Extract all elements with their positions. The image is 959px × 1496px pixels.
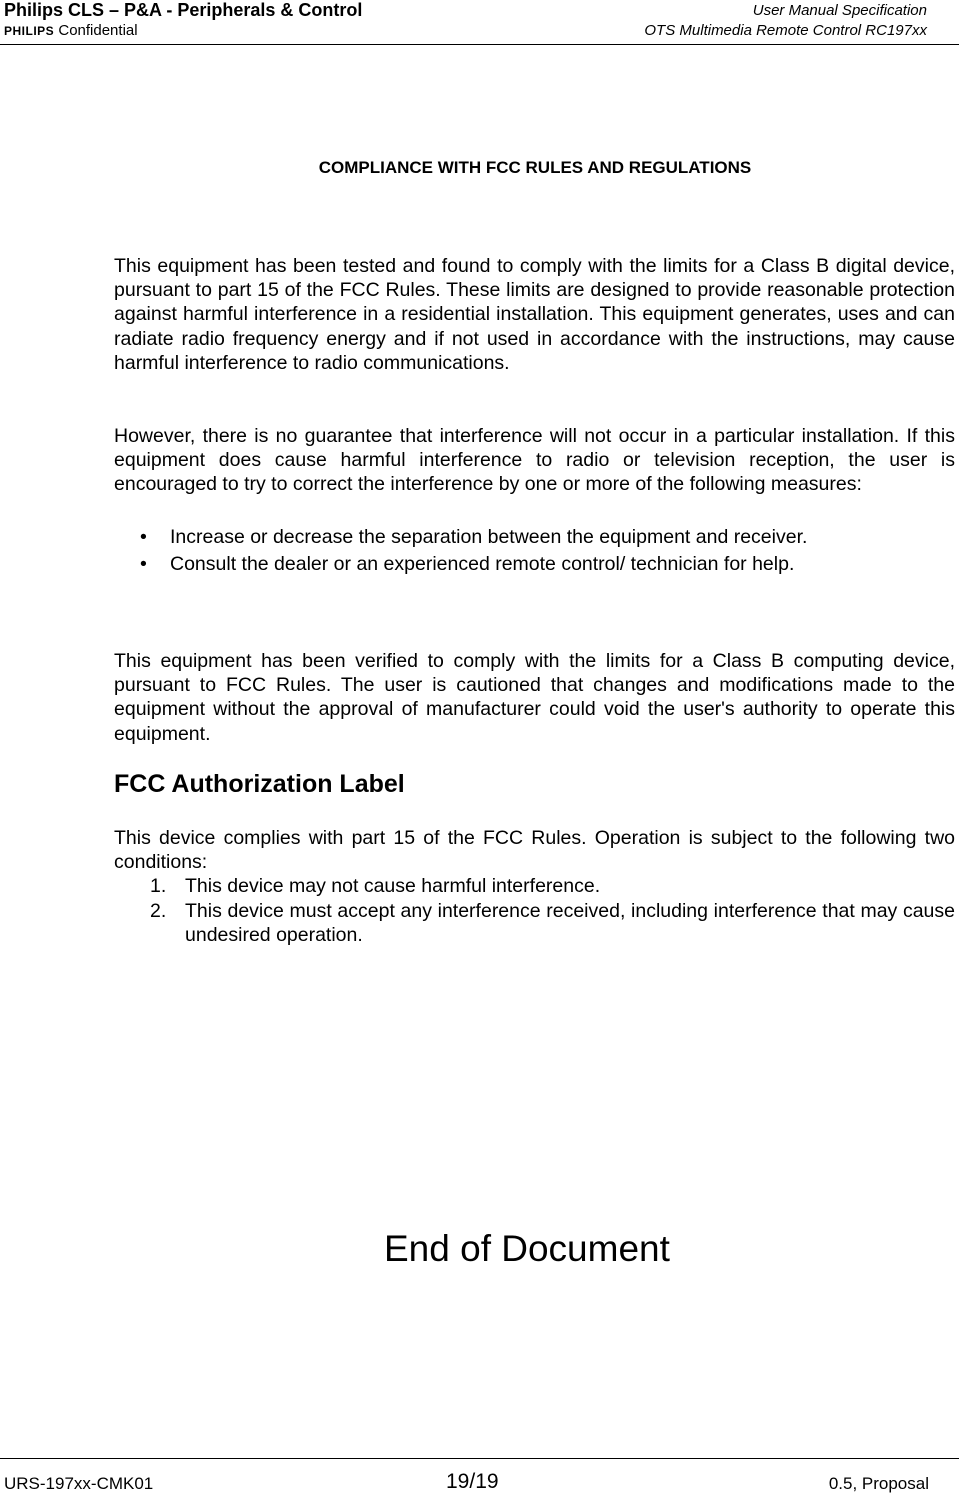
end-of-document: End of Document <box>384 1228 670 1269</box>
paragraph-no-guarantee: However, there is no guarantee that interference will not occur in a particular installation. If this equipment does cause harmful interference to radio or television reception, the user is encouraged to try to correct the interference by one or more of the following measures: <box>114 425 955 496</box>
footer-divider <box>0 1458 959 1459</box>
paragraph-verified: This equipment has been verified to comply with the limits for a Class B computing device, pursuant to FCC Rules. The user is cautioned that changes and modifications made to the equipment without the approval of manufacturer could void the user's authority to operate this equipment. <box>114 650 955 745</box>
list-item-text: This device must accept any interference received, including interference that may cause undesired operation. <box>185 899 955 946</box>
bullet-icon: • <box>140 526 147 548</box>
header-doc-type: User Manual Specification <box>752 2 927 19</box>
header-product-name: OTS Multimedia Remote Control RC197xx <box>644 22 927 39</box>
header-divider <box>0 44 959 45</box>
bullet-icon: • <box>140 553 147 575</box>
list-item <box>114 899 955 948</box>
footer-page-number: 19/19 <box>446 1470 499 1493</box>
measures-list <box>114 524 955 578</box>
footer-doc-id: URS-197xx-CMK01 <box>4 1474 154 1493</box>
fcc-authorization-heading: FCC Authorization Label <box>114 770 405 798</box>
list-item <box>114 874 955 899</box>
conditions-list <box>114 874 955 948</box>
list-item-text: This device may not cause harmful interference. <box>185 875 601 897</box>
section-title: COMPLIANCE WITH FCC RULES AND REGULATIONS <box>318 158 752 177</box>
list-number: 1. <box>150 875 167 897</box>
list-number: 2. <box>150 899 167 922</box>
paragraph-part15: This device complies with part 15 of the FCC Rules. Operation is subject to the following two conditions: <box>114 827 955 874</box>
confidential-label: Confidential <box>58 22 138 39</box>
list-item-text: Consult the dealer or an experienced remote control/ technician for help. <box>170 553 795 575</box>
philips-brand: PHILIPS <box>4 24 55 38</box>
header-title: Philips CLS – P&A - Peripherals & Control <box>4 0 363 20</box>
list-item <box>114 551 955 578</box>
footer-version: 0.5, Proposal <box>828 1474 929 1493</box>
list-item-text: Increase or decrease the separation between the equipment and receiver. <box>170 526 808 548</box>
paragraph-fcc-compliance: This equipment has been tested and found to comply with the limits for a Class B digital device, pursuant to part 15 of the FCC Rules. These limits are designed to provide reasonable protection against harmful interference in a residential installation. This equipment generates, uses and can radiate radio frequency energy and if not used in accordance with the instructions, may cause harmful interference to radio communications. <box>114 255 955 374</box>
header-confidential-line <box>4 22 138 39</box>
list-item <box>114 524 955 551</box>
